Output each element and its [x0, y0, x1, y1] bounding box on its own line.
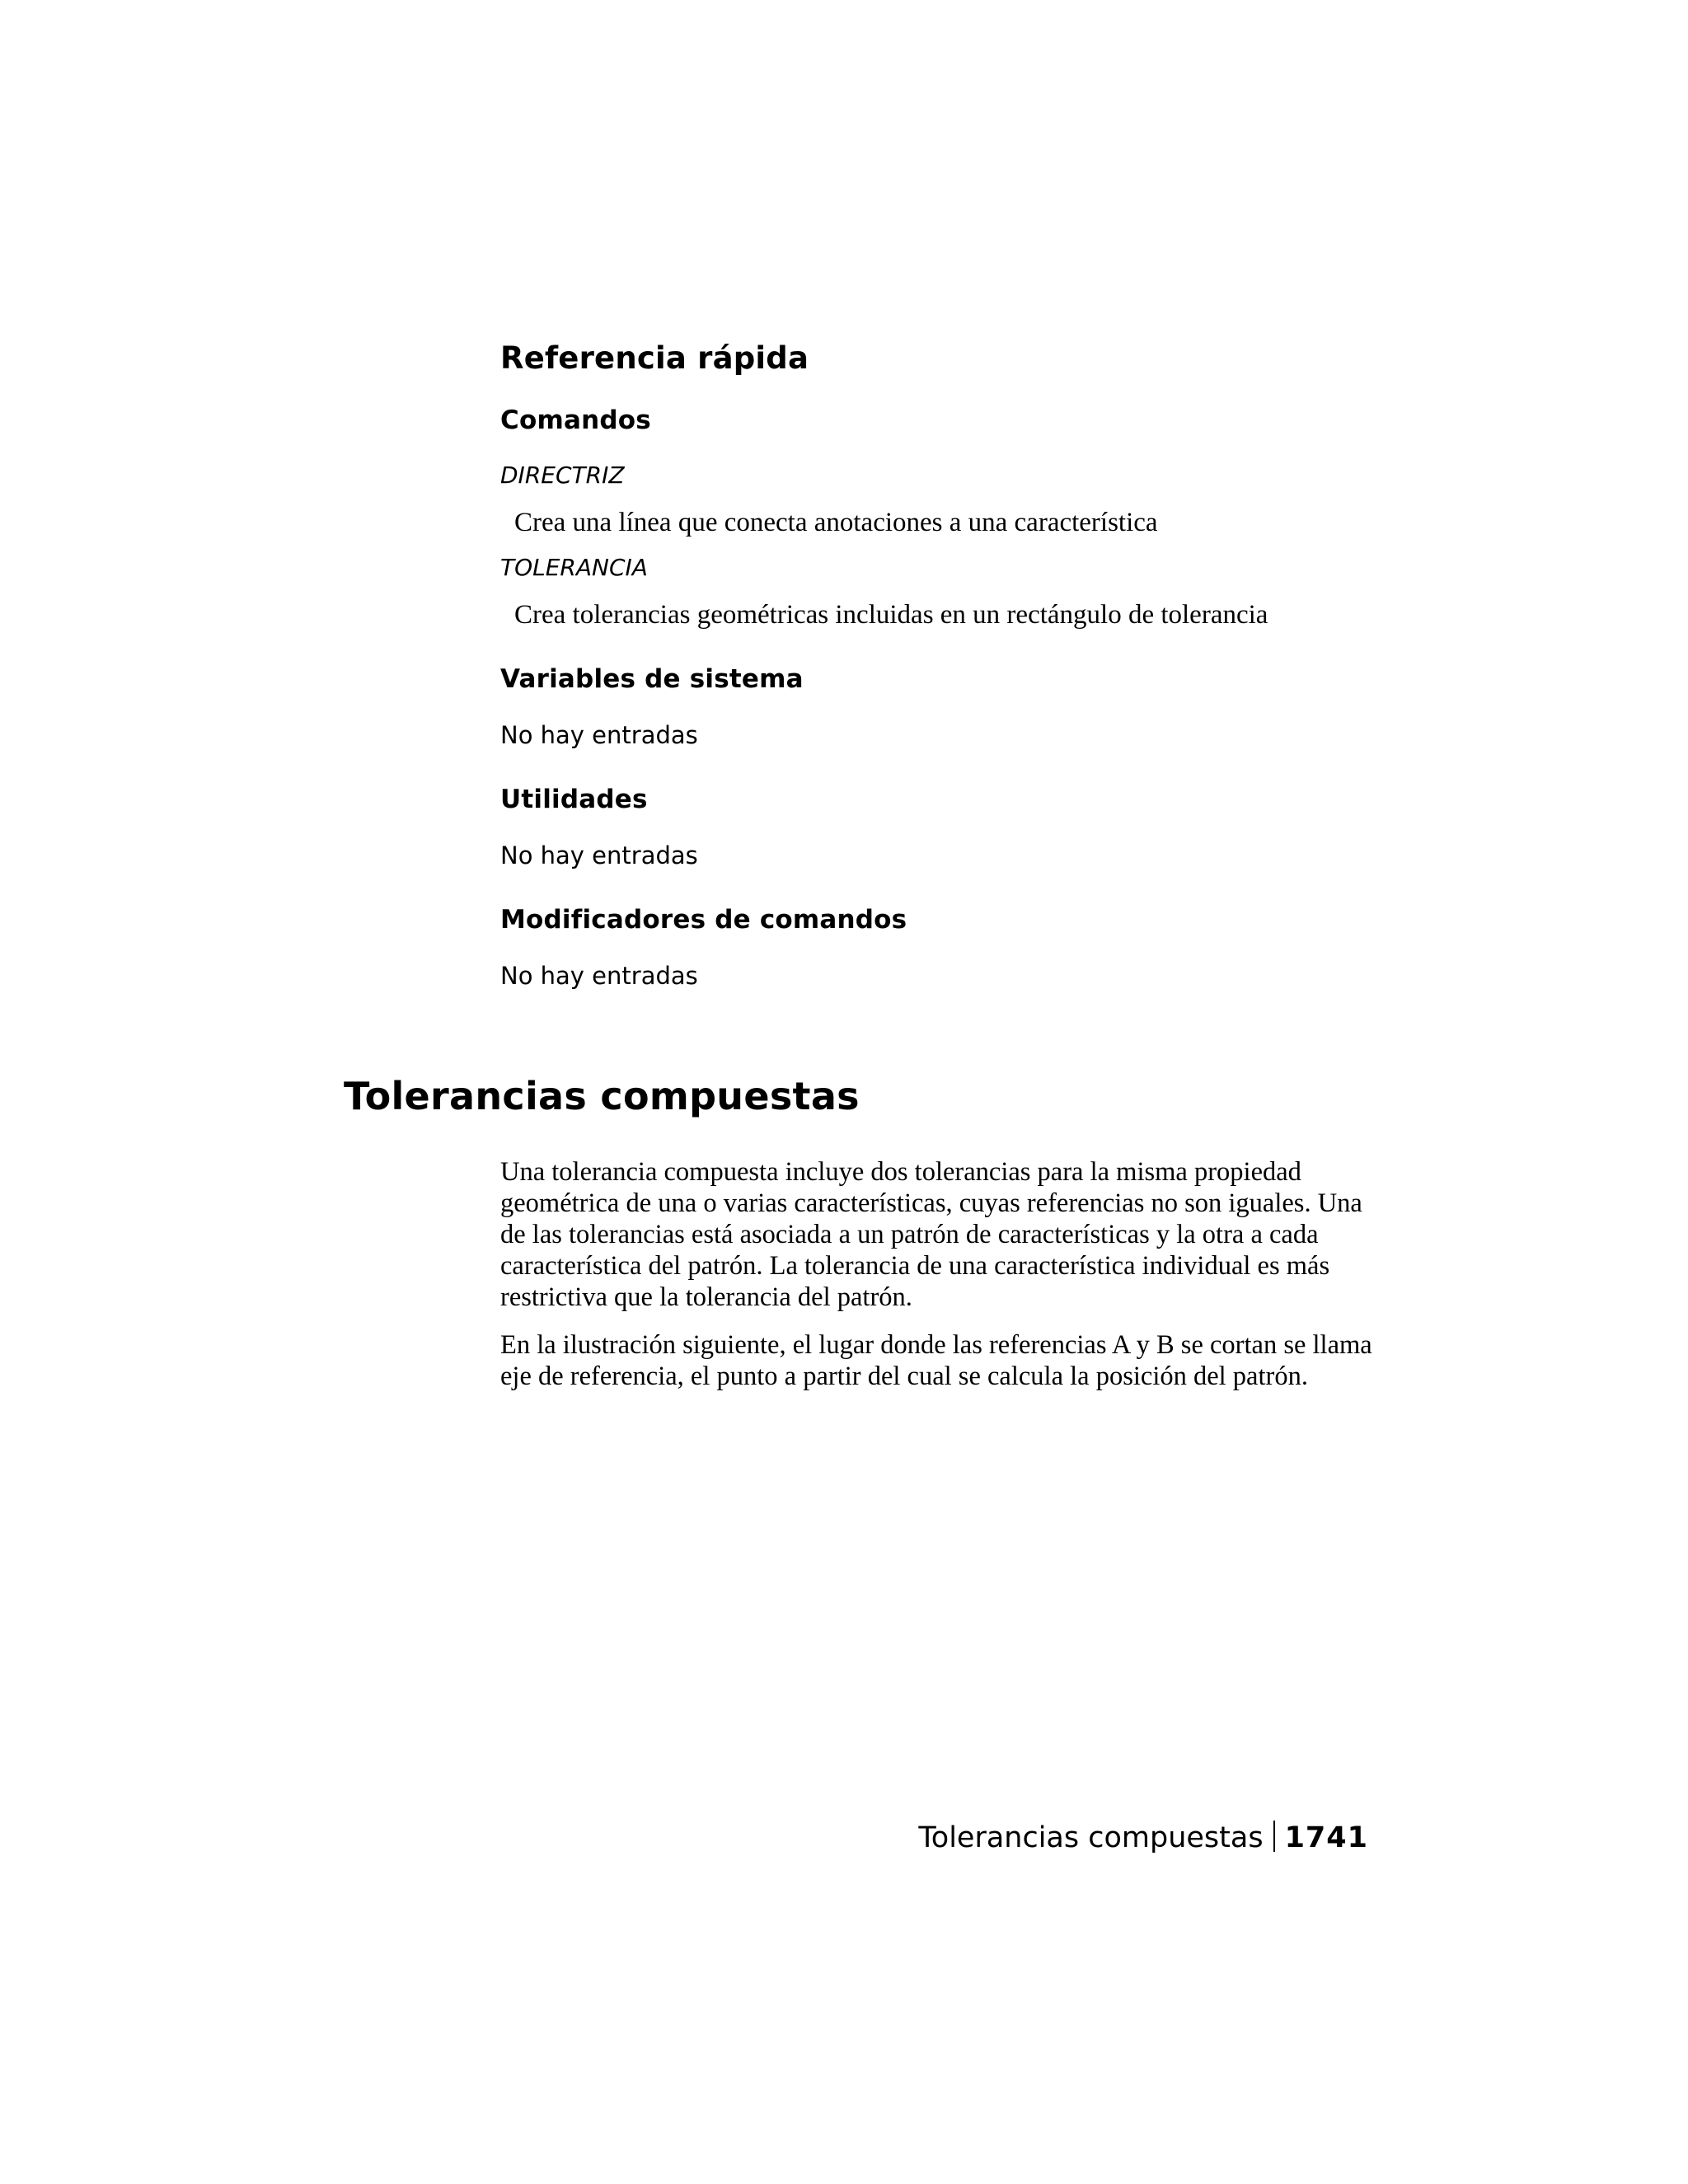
system-variables-text: No hay entradas [500, 721, 698, 749]
system-variables-heading: Variables de sistema [500, 664, 804, 694]
body-paragraph: En la ilustración siguiente, el lugar donde las referencias A y B se cortan se llama eje de referencia, el punto a partir del cual se calcula la posición del patrón. [500, 1330, 1372, 1391]
page-footer [907, 1817, 1368, 1858]
footer-section-name: Tolerancias compuestas [918, 1821, 1264, 1854]
command-description: Crea tolerancias geométricas incluidas en un rectángulo de tolerancia [514, 600, 1268, 630]
quick-reference-title: Referencia rápida [500, 340, 809, 376]
page-number: 1741 [1284, 1821, 1368, 1854]
body-paragraph: Una tolerancia compuesta incluye dos tolerancias para la misma propiedad geométrica de una o varias características, cuyas referencias no son iguales. Una de las tolerancias está asociada a un patrón de características y la otra a cada característica del patrón. La tolerancia de una característica individual es más restrictiva que la tolerancia del patrón. [500, 1157, 1362, 1312]
command-modifiers-text: No hay entradas [500, 962, 698, 990]
command-modifiers-heading: Modificadores de comandos [500, 905, 907, 935]
section-title: Tolerancias compuestas [344, 1074, 860, 1118]
commands-heading: Comandos [500, 405, 651, 435]
utilities-heading: Utilidades [500, 785, 648, 814]
footer-divider [1273, 1821, 1275, 1852]
command-name: TOLERANCIA [500, 554, 648, 581]
utilities-text: No hay entradas [500, 841, 698, 869]
command-description: Crea una línea que conecta anotaciones a una característica [514, 508, 1158, 537]
section-body [500, 1156, 1374, 1408]
quick-reference [500, 334, 1374, 995]
command-name: DIRECTRIZ [500, 462, 625, 489]
